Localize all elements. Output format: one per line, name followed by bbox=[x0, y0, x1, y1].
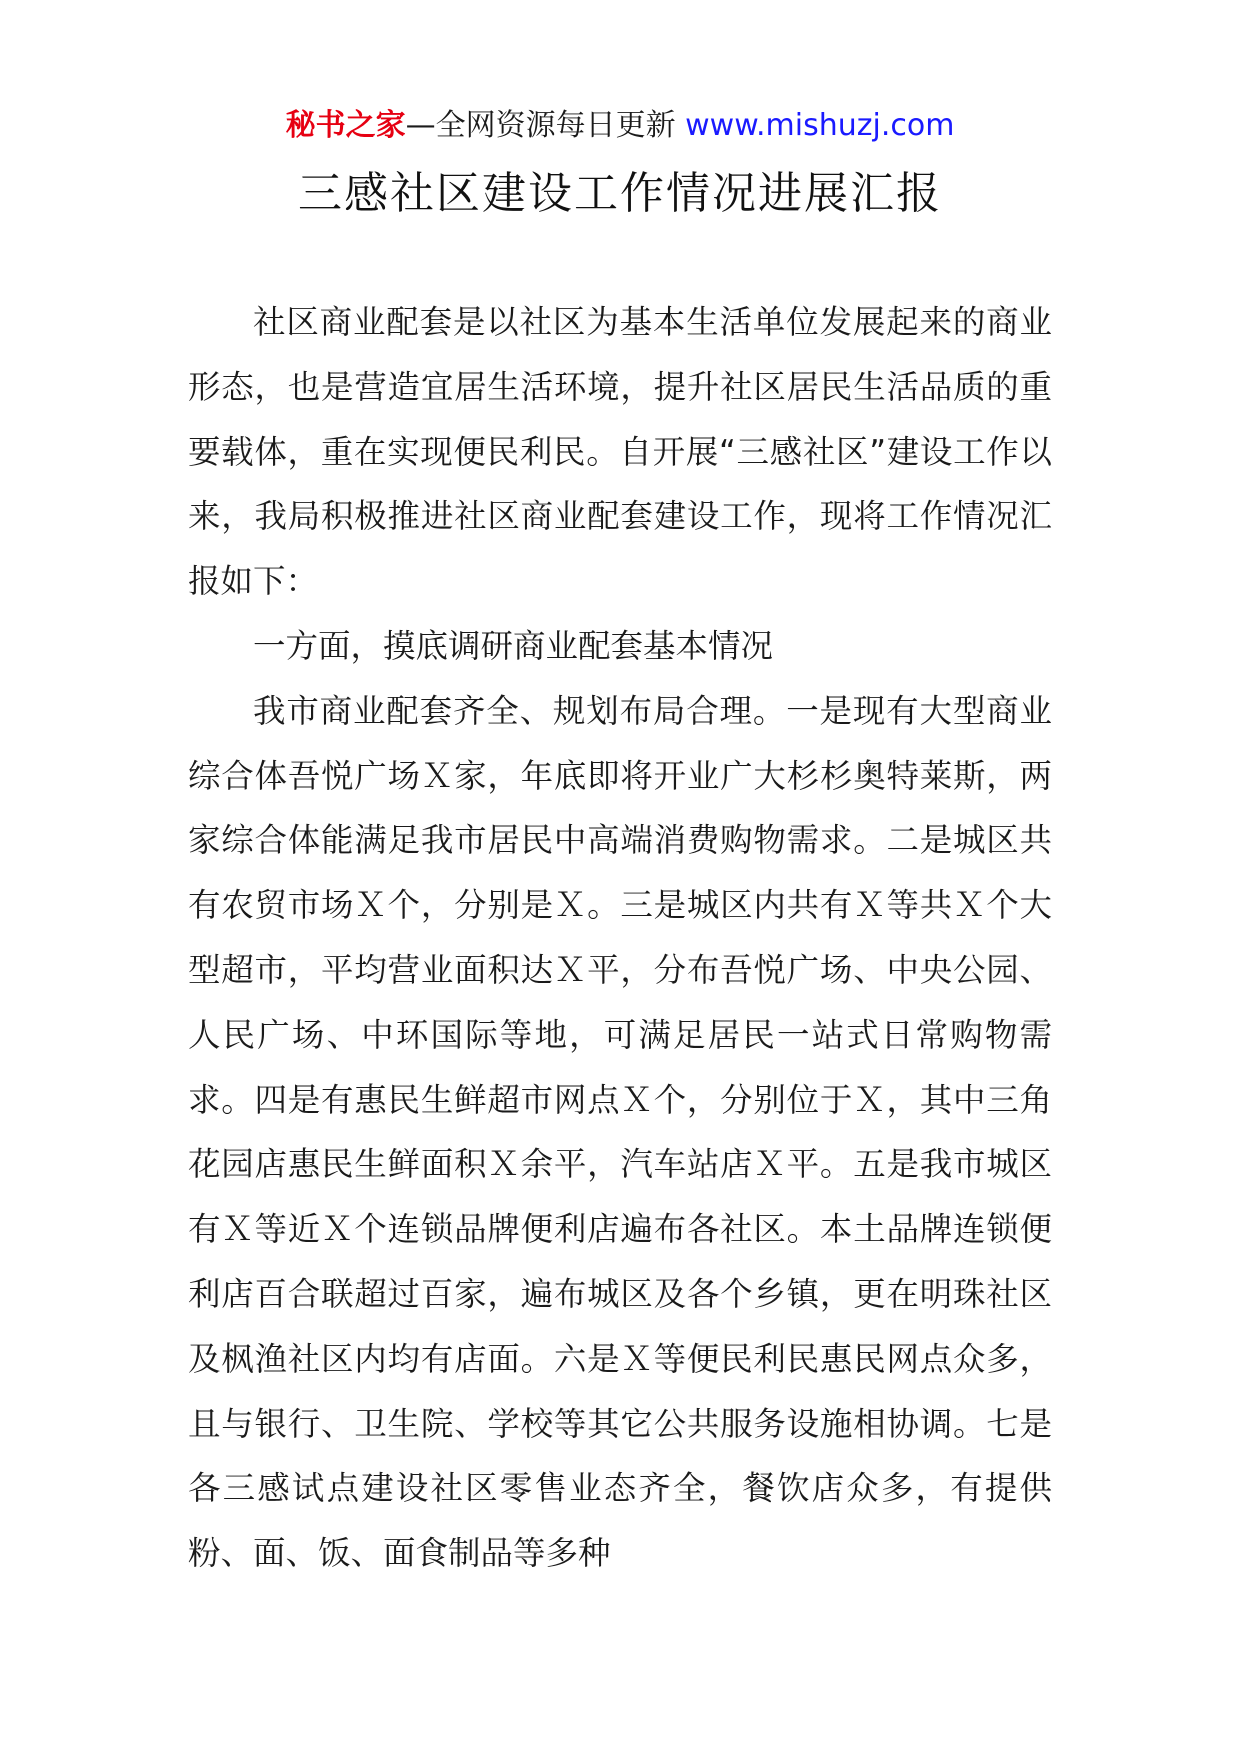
intro-paragraph: 社区商业配套是以社区为基本生活单位发展起来的商业形态，也是营造宜居生活环境，提升社区居民生活品质的重要载体，重在实现便民利民。自开展“三感社区”建设工作以来，我局积极推进社区商业配套建设工作，现将工作情况汇报如下： bbox=[188, 303, 1052, 601]
brand-name: 秘书之家 bbox=[285, 108, 406, 143]
watermark-header bbox=[0, 104, 1240, 148]
site-link[interactable]: www.mishuzj.com bbox=[685, 108, 955, 143]
body-paragraph: 我市商业配套齐全、规划布局合理。一是现有大型商业综合体吾悦广场Ｘ家，年底即将开业广大杉杉奥特莱斯，两家综合体能满足我市居民中高端消费购物需求。二是城区共有农贸市场Ｘ个，分别是Ｘ。三是城区内共有Ｘ等共Ｘ个大型超市，平均营业面积达Ｘ平，分布吾悦广场、中央公园、人民广场、中环国际等地，可满足居民一站式日常购物需求。四是有惠民生鲜超市网点Ｘ个，分别位于Ｘ，其中三角花园店惠民生鲜面积Ｘ余平，汽车站店Ｘ平。五是我市城区有Ｘ等近Ｘ个连锁品牌便利店遍布各社区。本土品牌连锁便利店百合联超过百家，遍布城区及各个乡镇，更在明珠社区及枫渔社区内均有店面。六是Ｘ等便民利民惠民网点众多，且与银行、卫生院、学校等其它公共服务设施相协调。七是各三感试点建设社区零售业态齐全，餐饮店众多，有提供粉、面、饭、面食制品等多种 bbox=[188, 691, 1052, 1573]
document-body bbox=[188, 290, 1052, 1586]
document-title: 三感社区建设工作情况进展汇报 bbox=[298, 168, 942, 219]
section-heading: 一方面，摸底调研商业配套基本情况 bbox=[253, 626, 774, 665]
header-tagline: —全网资源每日更新 bbox=[405, 108, 686, 143]
